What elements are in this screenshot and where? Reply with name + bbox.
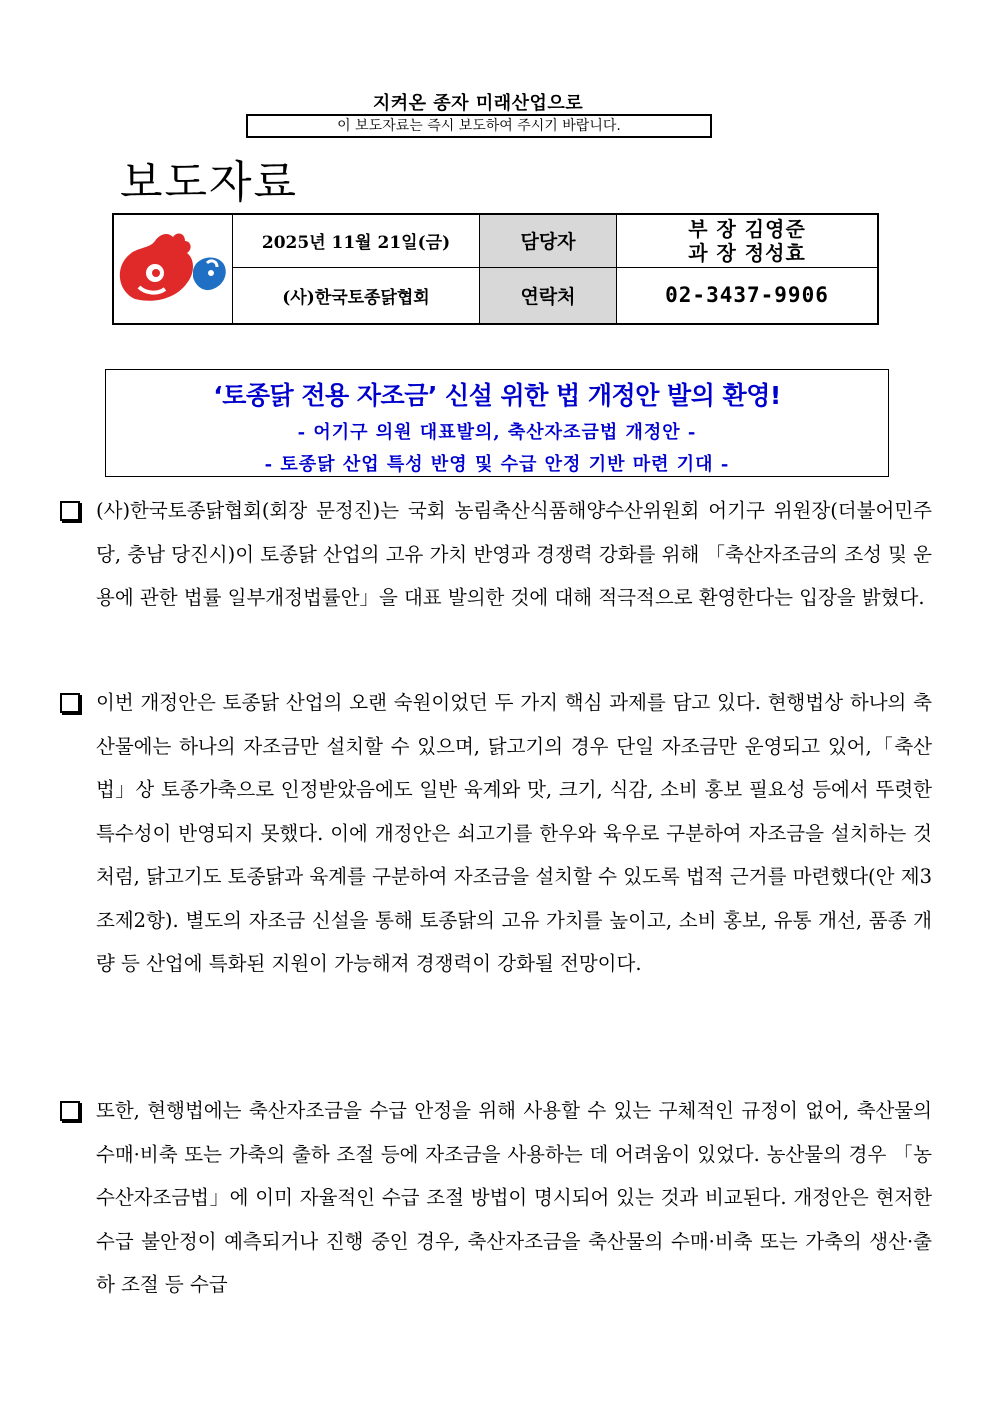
paragraph-text: 이번 개정안은 토종닭 산업의 오랜 숙원이었던 두 가지 핵심 과제를 담고 있다. 현행법상 하나의 축산물에는 하나의 자조금만 설치할 수 있으며, 닭고기의 경우 단일 자조금만 운영되고 있어,「축산법」상 토종가축으로 인정받았음에도 일반 육계와 맛, 크기, 식감, 소비 홍보 필요성 등에서 뚜렷한 특수성이 반영되지 못했다. 이에 개정안은 쇠고기를 한우와 육우로 구분하여 자조금을 설치하는 것처럼, 닭고기도 토종닭과 육계를 구분하여 자조금을 설치할 수 있도록 법적 근거를 마련했다(안 제3조제2항). 별도의 자조금 신설을 통해 토종닭의 고유 가치를 높이고, 소비 홍보, 유통 개선, 품종 개량 등 산업에 특화된 지원이 가능해져 경쟁력이 강화될 전망이다. xyxy=(96,691,932,975)
info-table xyxy=(112,213,879,325)
paragraph-3 xyxy=(60,1089,932,1307)
paragraph-1 xyxy=(60,489,932,620)
headline-subtitle-1: - 어기구 의원 대표발의, 축산자조금법 개정안 - xyxy=(297,422,697,443)
contact-label: 연락처 xyxy=(480,267,617,324)
contact-person-1: 부 장 김영준 xyxy=(688,216,806,241)
contact-persons xyxy=(617,214,879,267)
checkbox-bullet-icon xyxy=(60,1101,80,1121)
contact-person-label: 담당자 xyxy=(480,214,617,267)
paragraph-text: (사)한국토종닭협회(회장 문정진)는 국회 농림축산식품해양수산위원회 어기구 위원장(더불어민주당, 충남 당진시)이 토종닭 산업의 고유 가치 반영과 경쟁력 강화를 위해 「축산자조금의 조성 및 운용에 관한 법률 일부개정법률안」을 대표 발의한 것에 대해 적극적으로 환영한다는 입장을 밝혔다. xyxy=(96,499,932,609)
embargo-notice: 이 보도자료는 즉시 보도하여 주시기 바랍니다. xyxy=(246,114,712,138)
contact-person-2: 과 장 정성효 xyxy=(688,240,806,265)
document-title: 보도자료 xyxy=(120,157,299,208)
paragraph-2 xyxy=(60,681,932,986)
headline-title: ‘토종닭 전용 자조금’ 신설 위한 법 개정안 발의 환영! xyxy=(213,381,781,410)
logo-cell xyxy=(113,214,233,324)
checkbox-bullet-icon xyxy=(60,501,80,521)
paragraph-text: 또한, 현행법에는 축산자조금을 수급 안정을 위해 사용할 수 있는 구체적인 규정이 없어, 축산물의 수매·비축 또는 가축의 출하 조절 등에 자조금을 사용하는 데 어려움이 있었다. 농산물의 경우 「농수산자조금법」에 이미 자율적인 수급 조절 방법이 명시되어 있는 것과 비교된다. 개정안은 현저한 수급 불안정이 예측되거나 진행 중인 경우, 축산자조금을 축산물의 수매·비축 또는 가축의 생산·출하 조절 등 수급 xyxy=(96,1099,932,1296)
association-logo-icon xyxy=(115,227,231,307)
organization-name: (사)한국토종닭협회 xyxy=(233,267,480,324)
phone-number: 02-3437-9906 xyxy=(617,267,879,324)
slogan: 지켜온 종자 미래산업으로 xyxy=(372,93,584,114)
headline-box xyxy=(105,369,889,477)
release-date: 2025년 11월 21일(금) xyxy=(233,214,480,267)
checkbox-bullet-icon xyxy=(60,693,80,713)
headline-subtitle-2: - 토종닭 산업 특성 반영 및 수급 안정 기반 마련 기대 - xyxy=(264,454,730,475)
